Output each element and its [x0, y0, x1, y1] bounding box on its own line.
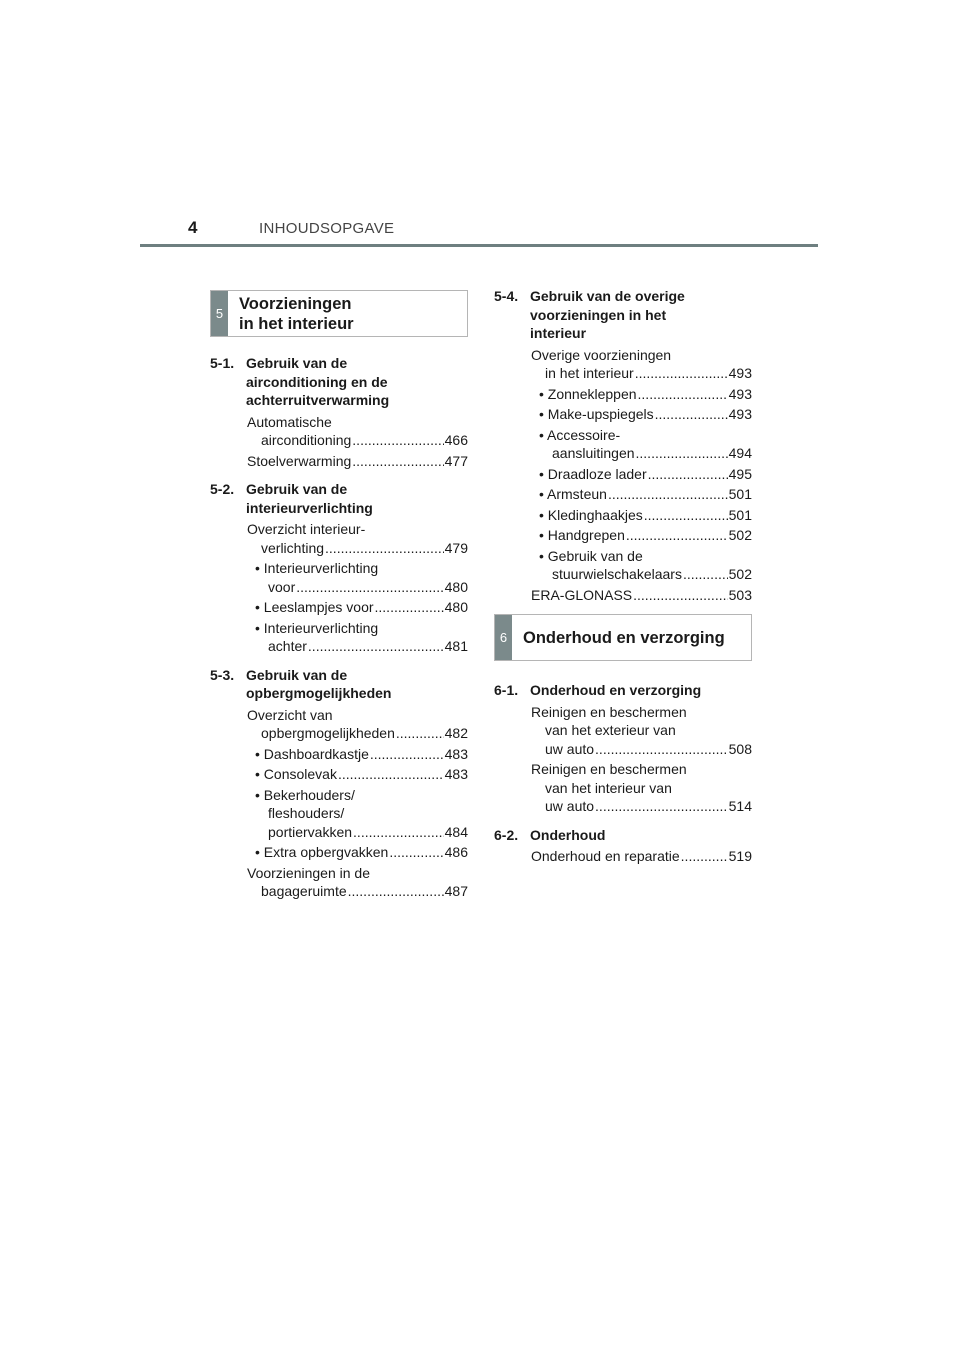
- section-number: 6-2.: [494, 826, 519, 843]
- entry-leader-line: [247, 539, 468, 558]
- entry-text-line: airconditioning: [261, 432, 352, 448]
- dot-leader: [644, 506, 728, 525]
- entry-leader-line: [247, 452, 468, 471]
- entry-text-line: • Dashboardkastje: [255, 745, 369, 762]
- toc-entry[interactable]: [531, 526, 752, 545]
- toc-entry[interactable]: [531, 385, 752, 404]
- dot-leader: [352, 452, 443, 471]
- toc-entry[interactable]: [247, 786, 468, 842]
- entry-text-line: • Draadloze lader: [539, 465, 647, 482]
- section-title-line: interieur: [530, 325, 587, 341]
- entry-leader-line: [255, 598, 468, 617]
- section-list: [494, 681, 752, 866]
- section-list: [494, 287, 752, 604]
- section-number: 5-1.: [210, 355, 235, 371]
- section-number: 5-4.: [494, 288, 519, 304]
- toc-section: [210, 666, 468, 901]
- entry-leader-line: [255, 745, 468, 764]
- toc-entry[interactable]: [531, 760, 752, 816]
- section-number: 5-2.: [210, 481, 235, 497]
- dot-leader: [296, 578, 443, 597]
- toc-section: [210, 480, 468, 656]
- page-number-ref: 493: [728, 365, 752, 381]
- page-number-ref: 480: [444, 599, 468, 615]
- entry-text-line: Overzicht van: [247, 706, 333, 723]
- dot-leader: [370, 745, 444, 764]
- section-title-line: Gebruik van de: [246, 481, 348, 497]
- entry-list: [210, 520, 468, 656]
- dot-leader: [595, 740, 728, 759]
- toc-entry[interactable]: [247, 745, 468, 764]
- entry-text-line: uw auto: [545, 798, 595, 814]
- section-title-line: opbergmogelijkheden: [246, 685, 392, 701]
- chapter-box-6[interactable]: [494, 614, 752, 661]
- page-number-ref: 480: [444, 578, 468, 595]
- entry-text-line: • Handgrepen: [539, 527, 625, 543]
- toc-entry[interactable]: [247, 864, 468, 901]
- toc-entry[interactable]: [531, 485, 752, 504]
- page-number-ref: 487: [444, 883, 468, 899]
- page-number-ref: 502: [728, 527, 752, 543]
- entry-text-line: Overige voorzieningen: [531, 346, 672, 363]
- entry-text-line: Voorzieningen in de: [247, 864, 370, 881]
- entry-list: [494, 703, 752, 816]
- section-number: 5-3.: [210, 666, 235, 683]
- page-number-ref: 503: [728, 586, 752, 603]
- entry-text-line: • Leeslampjes voor: [255, 599, 374, 615]
- entry-text-line: • Make-upspiegels: [539, 406, 654, 422]
- page-number-ref: 493: [728, 406, 752, 422]
- entry-text-line: stuurwielschakelaars: [552, 566, 682, 582]
- section-heading[interactable]: [494, 826, 752, 845]
- toc-entry[interactable]: [247, 413, 468, 450]
- entry-text-line: van het exterieur van: [545, 722, 676, 738]
- dot-leader: [636, 444, 728, 463]
- dot-leader: [375, 598, 444, 617]
- chapter-title: Voorzieningen in het interieur: [239, 294, 354, 333]
- section-title-line: airconditioning en de: [246, 373, 388, 390]
- entry-leader-line: [531, 364, 752, 383]
- section-title-line: Gebruik van de: [246, 666, 348, 683]
- entry-leader-line: [247, 431, 468, 450]
- entry-text-line: in het interieur: [545, 365, 634, 381]
- section-heading[interactable]: [494, 681, 752, 700]
- toc-entry[interactable]: [531, 586, 752, 605]
- page-number-ref: 514: [728, 798, 752, 814]
- dot-leader: [352, 431, 443, 450]
- toc-section: [494, 826, 752, 866]
- entry-leader-line: [539, 465, 752, 484]
- dot-leader: [626, 526, 728, 545]
- chapter-box-5[interactable]: [210, 290, 468, 337]
- dot-leader: [683, 565, 728, 584]
- entry-text-line: fleshouders/: [268, 805, 345, 821]
- entry-leader-line: [255, 637, 468, 656]
- chapter-tab-number: 5: [211, 291, 228, 336]
- entry-text-line: opbergmogelijkheden: [261, 725, 395, 741]
- dot-leader: [389, 843, 443, 862]
- toc-entry[interactable]: [247, 452, 468, 471]
- toc-column-right: [494, 287, 752, 876]
- entry-leader-line: [247, 724, 468, 743]
- dot-leader: [633, 586, 728, 605]
- entry-text-line: • Interieurverlichting: [255, 560, 379, 576]
- section-title-line: voorzieningen in het: [530, 306, 667, 323]
- dot-leader: [348, 882, 444, 901]
- toc-entry[interactable]: [247, 843, 468, 862]
- page-number-ref: 483: [444, 745, 468, 762]
- page-title: INHOUDSOPGAVE: [259, 220, 395, 237]
- entry-leader-line: [531, 847, 752, 866]
- toc-entry[interactable]: [247, 619, 468, 656]
- page-number-ref: 501: [728, 506, 752, 523]
- page-number-ref: 479: [444, 539, 468, 556]
- page-number-ref: 519: [728, 848, 752, 864]
- entry-text-line: voor: [268, 578, 296, 595]
- dot-leader: [308, 637, 444, 656]
- section-title-line: achterruitverwarming: [246, 392, 390, 408]
- section-title-line: Onderhoud en verzorging: [530, 682, 702, 698]
- toc-entry[interactable]: [531, 547, 752, 584]
- dot-leader: [396, 724, 444, 743]
- dot-leader: [648, 465, 728, 484]
- entry-leader-line: [531, 740, 752, 759]
- page-number-ref: 493: [728, 385, 752, 402]
- entry-leader-line: [539, 385, 752, 404]
- toc-entry[interactable]: [247, 520, 468, 557]
- page-number-ref: 486: [444, 844, 468, 860]
- toc-entry[interactable]: [531, 465, 752, 484]
- dot-leader: [681, 847, 728, 866]
- dot-leader: [635, 364, 728, 383]
- toc-entry[interactable]: [531, 346, 752, 383]
- entry-list: [494, 847, 752, 866]
- entry-text-line: • Bekerhouders/: [255, 786, 355, 803]
- entry-leader-line: [255, 578, 468, 597]
- entry-text-line: verlichting: [261, 539, 325, 556]
- toc-entry[interactable]: [531, 405, 752, 424]
- entry-list: [494, 346, 752, 605]
- page-number-ref: 508: [728, 740, 752, 757]
- toc-entry[interactable]: [247, 765, 468, 784]
- header-rule: [140, 244, 818, 247]
- entry-text-line: • Armsteun: [539, 486, 607, 502]
- entry-text-line: Overzicht interieur-: [247, 521, 366, 537]
- entry-leader-line: [539, 444, 752, 463]
- page-number-ref: 495: [728, 465, 752, 482]
- section-title-line: Gebruik van de: [246, 355, 348, 371]
- entry-leader-line: [247, 882, 468, 901]
- entry-text-line: Onderhoud en reparatie: [531, 848, 680, 864]
- section-title-line: Gebruik van de overige: [530, 288, 685, 304]
- entry-text-line: aansluitingen: [552, 445, 635, 461]
- page-number-ref: 481: [444, 638, 468, 654]
- entry-leader-line: [255, 823, 468, 842]
- entry-leader-line: [539, 526, 752, 545]
- page-number-ref: 501: [728, 486, 752, 502]
- toc-entry[interactable]: [531, 506, 752, 525]
- toc-entry[interactable]: [247, 598, 468, 617]
- page-number-ref: 484: [444, 823, 468, 840]
- section-title-line: Onderhoud: [530, 826, 606, 843]
- page-number-ref: 483: [444, 766, 468, 782]
- entry-leader-line: [531, 586, 752, 605]
- toc-entry[interactable]: [247, 706, 468, 743]
- dot-leader: [325, 539, 444, 558]
- toc-entry[interactable]: [531, 847, 752, 866]
- dot-leader: [595, 797, 728, 816]
- section-list: [210, 354, 468, 901]
- entry-text-line: • Gebruik van de: [539, 547, 643, 564]
- page-number-ref: 477: [444, 452, 468, 469]
- toc-entry[interactable]: [531, 426, 752, 463]
- entry-leader-line: [539, 485, 752, 504]
- toc-entry[interactable]: [531, 703, 752, 759]
- page-number-ref: 466: [444, 432, 468, 448]
- page-header: [140, 218, 818, 246]
- toc-entry[interactable]: [247, 559, 468, 596]
- section-heading[interactable]: [210, 666, 468, 703]
- entry-leader-line: [255, 843, 468, 862]
- entry-text-line: portiervakken: [268, 823, 353, 840]
- entry-text-line: achter: [268, 638, 307, 654]
- section-heading[interactable]: [494, 287, 752, 343]
- page-number-ref: 502: [728, 566, 752, 582]
- page-number-ref: 482: [444, 725, 468, 741]
- toc-section: [494, 287, 752, 604]
- section-number: 6-1.: [494, 682, 519, 698]
- section-title-line: interieurverlichting: [246, 499, 373, 516]
- entry-text-line: bagageruimte: [261, 883, 347, 899]
- dot-leader: [353, 823, 444, 842]
- entry-text-line: van het interieur van: [545, 779, 672, 796]
- chapter-tab-number: 6: [495, 615, 512, 660]
- entry-leader-line: [539, 506, 752, 525]
- entry-text-line: Reinigen en beschermen: [531, 761, 687, 777]
- dot-leader: [338, 765, 444, 784]
- dot-leader: [655, 405, 728, 424]
- page-number: 4: [188, 218, 198, 237]
- entry-text-line: Automatische: [247, 413, 332, 430]
- toc-section: [494, 681, 752, 816]
- entry-text-line: ERA-GLONASS: [531, 586, 633, 603]
- entry-leader-line: [539, 565, 752, 584]
- dot-leader: [608, 485, 728, 504]
- entry-text-line: • Zonnekleppen: [539, 385, 637, 402]
- entry-leader-line: [255, 765, 468, 784]
- entry-list: [210, 706, 468, 901]
- entry-text-line: • Interieurverlichting: [255, 619, 379, 636]
- toc-section: [210, 354, 468, 470]
- page-number-ref: 494: [728, 445, 752, 461]
- toc-column-left: [210, 290, 468, 911]
- dot-leader: [638, 385, 728, 404]
- entry-text-line: • Consolevak: [255, 766, 337, 782]
- section-heading[interactable]: [210, 480, 468, 517]
- entry-leader-line: [539, 405, 752, 424]
- entry-text-line: • Kledinghaakjes: [539, 506, 643, 523]
- entry-list: [210, 413, 468, 471]
- chapter-title: Onderhoud en verzorging: [523, 628, 725, 647]
- entry-leader-line: [531, 797, 752, 816]
- entry-text-line: uw auto: [545, 740, 595, 757]
- entry-text-line: Stoelverwarming: [247, 452, 352, 469]
- section-heading[interactable]: [210, 354, 468, 410]
- entry-text-line: • Accessoire-: [539, 426, 621, 443]
- entry-text-line: Reinigen en beschermen: [531, 703, 687, 720]
- entry-text-line: • Extra opbergvakken: [255, 844, 389, 860]
